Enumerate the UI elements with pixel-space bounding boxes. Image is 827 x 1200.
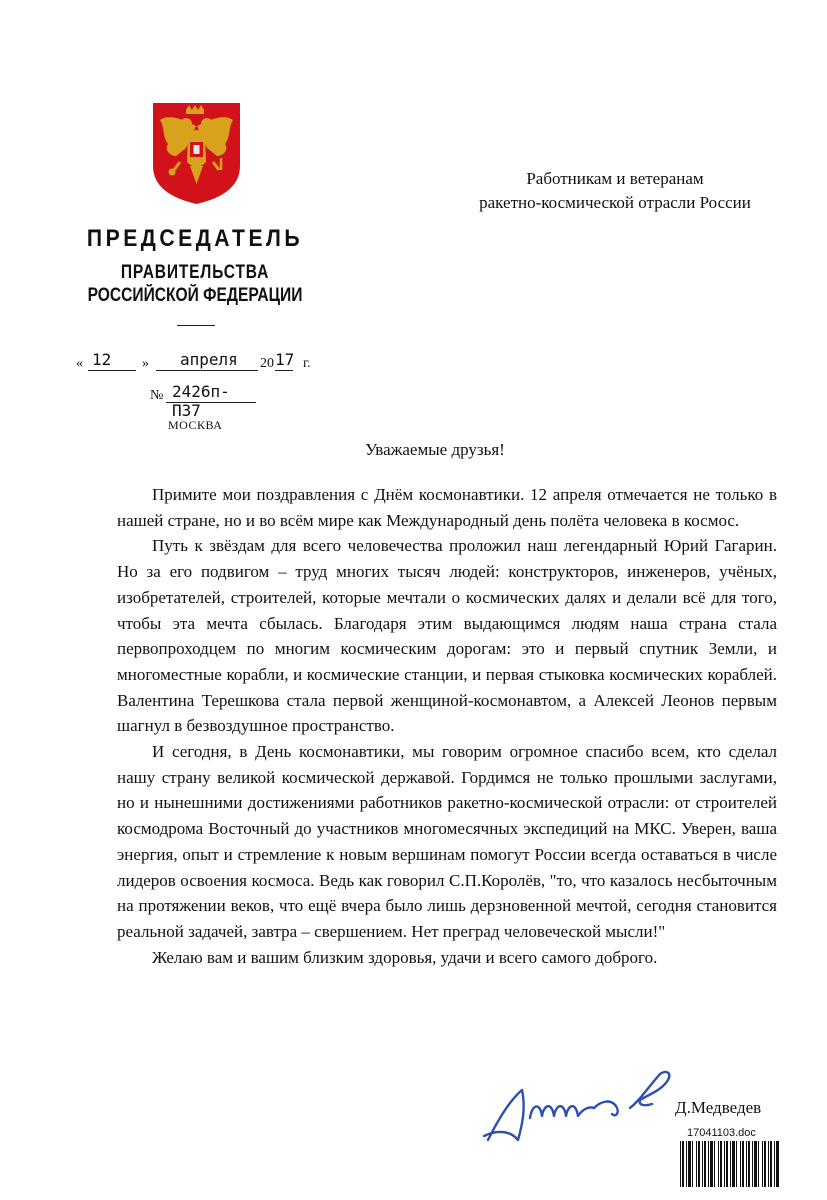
- date-year-prefix: 20: [260, 356, 274, 371]
- addressee-line2: ракетно-космической отрасли России: [479, 193, 751, 212]
- date-day: 12: [92, 350, 112, 369]
- barcode-bar: [692, 1141, 693, 1187]
- document-reference: 17041103.doc: [687, 1127, 756, 1139]
- barcode-bar: [748, 1141, 750, 1187]
- month-underline: [156, 370, 258, 371]
- letter-body: [117, 482, 777, 970]
- paragraph: Путь к звёздам для всего человечества проложил наш легендарный Юрий Гагарин. Но за его подвигом – труд многих тысяч людей: конструкторов, инженеров, учёных, изобретателей, строителей, которые мечтали о космических далях и делали всё для того, чтобы эта мечта сбылась. Благодаря этим выдающимся людям наша страна стала первопроходцем по многим космическим дорогам: это и первый спутник Земли, и многоместные корабли, и космические станции, и первая стыковка космических кораблей. Валентина Терешкова стала первой женщиной-космонавтом, а Алексей Леонов первым шагнул в безвоздушное пространство.: [117, 536, 777, 736]
- sender-title: ПРЕДСЕДАТЕЛЬ: [86, 225, 304, 252]
- handwritten-signature: [470, 1060, 700, 1155]
- paragraph: Примите мои поздравления с Днём космонавтики. 12 апреля отмечается не только в нашей стране, но и во всём мире как Международный день полёта человека в космос.: [117, 485, 777, 530]
- barcode-bar: [708, 1141, 709, 1187]
- barcode-bar: [688, 1141, 691, 1187]
- sender-subtitle-line1: ПРАВИТЕЛЬСТВА: [120, 262, 270, 283]
- barcode-bar: [770, 1141, 772, 1187]
- barcode-bar: [776, 1141, 779, 1187]
- paragraph: Желаю вам и вашим близким здоровья, удачи и всего самого доброго.: [152, 947, 658, 967]
- barcode-bar: [768, 1141, 769, 1187]
- barcode-bar: [696, 1141, 697, 1187]
- coat-of-arms-emblem: [150, 100, 243, 207]
- barcode-bar: [736, 1141, 737, 1187]
- greeting: Уважаемые друзья!: [365, 440, 505, 459]
- barcode-bar: [718, 1141, 719, 1187]
- title-divider: [177, 325, 215, 326]
- barcode-bar: [752, 1141, 753, 1187]
- registration-no-label: №: [150, 388, 164, 403]
- date-close-quote: »: [142, 356, 149, 371]
- barcode-bar: [714, 1141, 715, 1187]
- barcode-bar: [742, 1141, 744, 1187]
- date-year-mark: г.: [303, 356, 311, 371]
- barcode-bar: [726, 1141, 728, 1187]
- barcode-bar: [724, 1141, 725, 1187]
- barcode-bar: [746, 1141, 747, 1187]
- registration-number: 2426п-П37: [172, 382, 230, 420]
- date-month: апреля: [180, 350, 238, 369]
- barcode-bar: [730, 1141, 731, 1187]
- year-underline: [275, 370, 293, 371]
- barcode-bar: [680, 1141, 681, 1187]
- barcode-bar: [720, 1141, 722, 1187]
- addressee-block: [440, 167, 790, 215]
- signer-name: Д.Медведев: [675, 1098, 762, 1117]
- date-open-quote: «: [76, 356, 83, 371]
- city: МОСКВА: [168, 418, 223, 432]
- sender-subtitle-line2: РОССИЙСКОЙ ФЕДЕРАЦИИ: [87, 285, 303, 306]
- barcode-bar: [754, 1141, 757, 1187]
- barcode-bar: [682, 1141, 684, 1187]
- paragraph: И сегодня, в День космонавтики, мы говорим огромное спасибо всем, кто сделал нашу страну великой космической державой. Гордимся не только прошлыми заслугами, но и нынешними достижениями работников ракетно-космической отрасли: от строителей космодрома Восточный до участников многомесячных экспедиций на МКС. Уверен, ваша энергия, опыт и стремление к новым вершинам помогут России всегда оставаться в числе лидеров освоения космоса. Ведь как говорил С.П.Королёв, "то, что казалось несбыточным на протяжении веков, что ещё вчера было лишь дерзновенной мечтой, сегодня становится реальной задачей, завтра – свершением. Нет преград человеческой мысли!": [117, 742, 777, 941]
- barcode-bar: [758, 1141, 759, 1187]
- barcode-bar: [704, 1141, 706, 1187]
- barcode-bar: [698, 1141, 700, 1187]
- barcode-bar: [762, 1141, 763, 1187]
- barcode-bar: [732, 1141, 735, 1187]
- barcode-bar: [710, 1141, 713, 1187]
- barcode-bar: [764, 1141, 766, 1187]
- barcode-bar: [686, 1141, 687, 1187]
- barcode-image: [679, 1141, 779, 1187]
- barcode-bar: [740, 1141, 741, 1187]
- addressee-line1: Работникам и ветеранам: [526, 169, 704, 188]
- barcode-bar: [702, 1141, 703, 1187]
- barcode-bar: [774, 1141, 775, 1187]
- date-year-suffix: 17: [275, 350, 295, 369]
- registration-underline: [166, 402, 256, 403]
- day-underline: [88, 370, 136, 371]
